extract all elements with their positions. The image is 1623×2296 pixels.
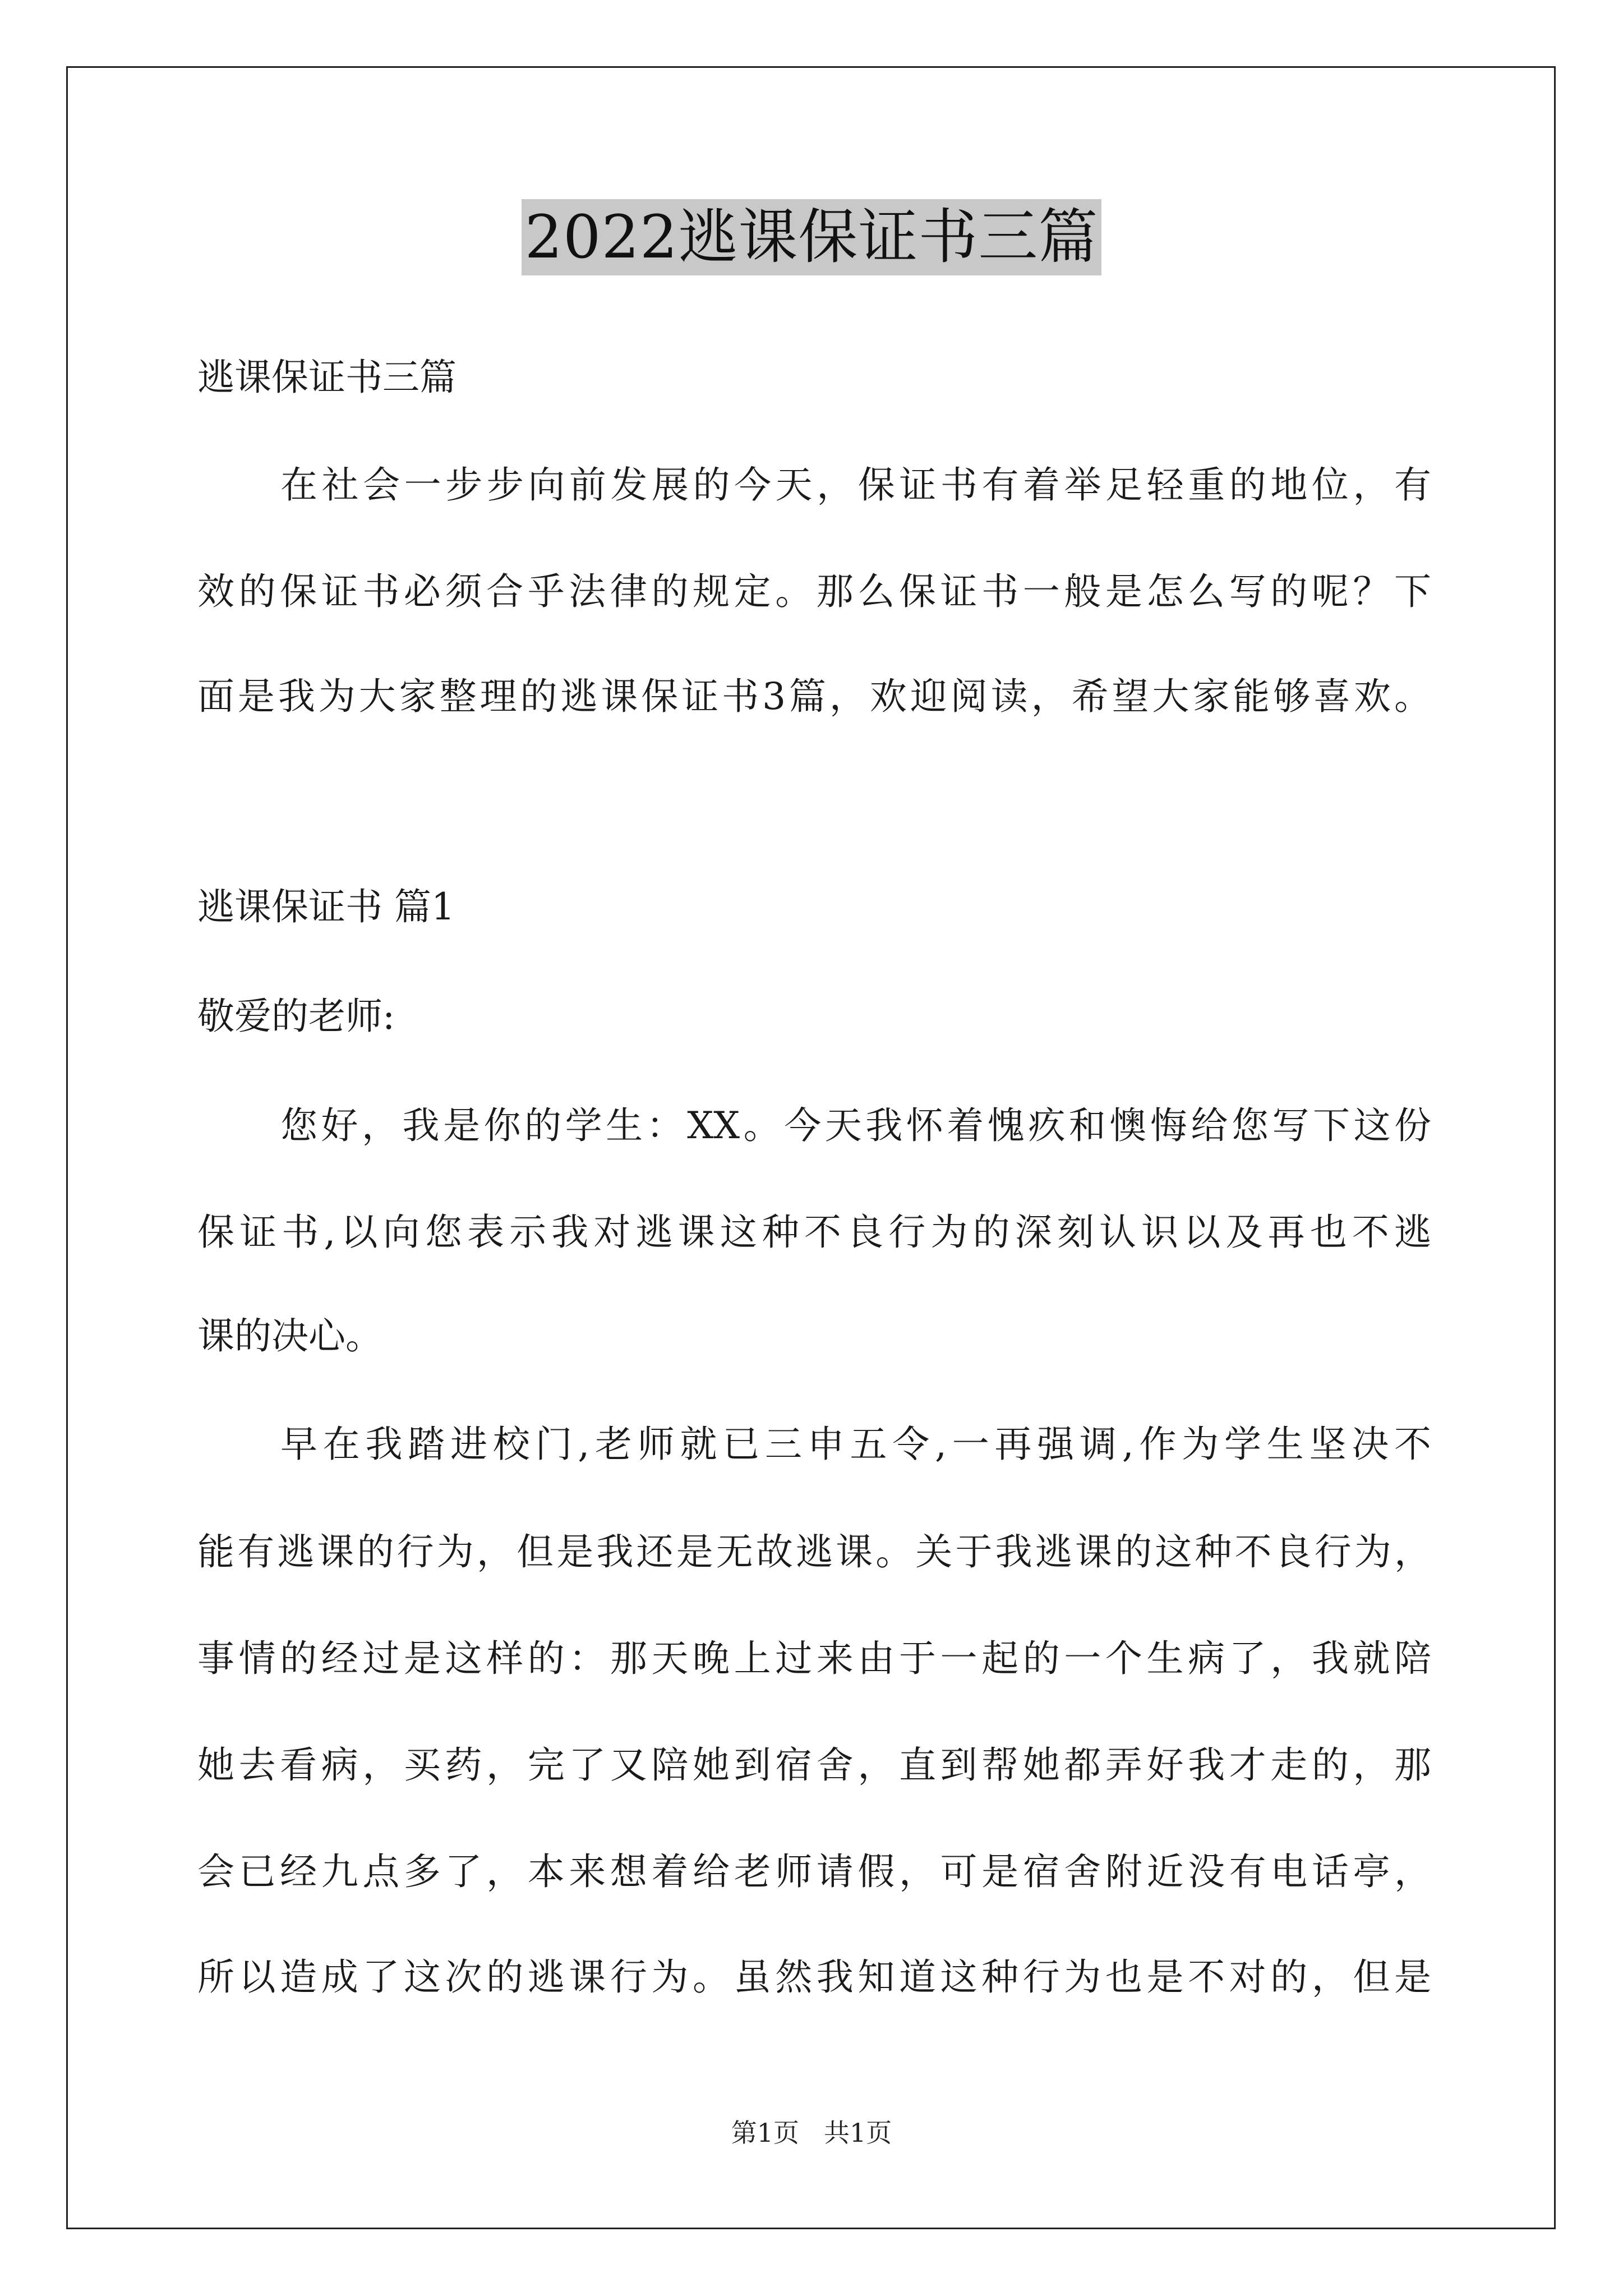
paragraph-line: 效的保证书必须合乎法律的规定。那么保证书一般是怎么写的呢？下 [197,570,1431,613]
paragraph-line: 您好，我是你的学生：XX。今天我怀着愧疚和懊悔给您写下这份 [280,1104,1431,1147]
paragraph-line: 面是我为大家整理的逃课保证书3篇，欢迎阅读，希望大家能够喜欢。 [197,675,1431,718]
paragraph-line: 所以造成了这次的逃课行为。虽然我知道这种行为也是不对的，但是 [197,1955,1431,1999]
paragraph-line: 在社会一步步向前发展的今天，保证书有着举足轻重的地位，有 [280,463,1431,507]
paragraph-line: 能有逃课的行为，但是我还是无故逃课。关于我逃课的这种不良行为， [197,1530,1431,1573]
section-heading: 逃课保证书 篇1 [197,885,455,928]
paragraph-line: 事情的经过是这样的：那天晚上过来由于一起的一个生病了，我就陪 [197,1637,1431,1680]
title-container [0,199,1623,275]
paragraph-line: 她去看病，买药，完了又陪她到宿舍，直到帮她都弄好我才走的，那 [197,1743,1431,1787]
paragraph-line: 早在我踏进校门,老师就已三申五令,一再强调,作为学生坚决不 [280,1423,1431,1466]
paragraph-line: 会已经九点多了，本来想着给老师请假，可是宿舍附近没有电话亭， [197,1850,1431,1893]
page-footer [0,2116,1623,2150]
paragraph-line: 保证书,以向您表示我对逃课这种不良行为的深刻认识以及再也不逃 [197,1211,1431,1254]
page-number: 第1页 [731,2118,799,2148]
page-total: 共1页 [824,2118,892,2148]
paragraph-line: 课的决心。 [197,1314,382,1358]
subtitle: 逃课保证书三篇 [197,356,457,399]
document-title: 2022逃课保证书三篇 [522,199,1102,275]
salutation: 敬爱的老师: [197,995,395,1038]
